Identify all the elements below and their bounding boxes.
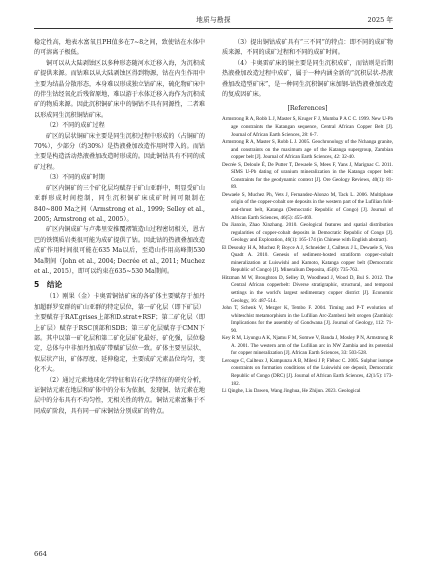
right-column: [222, 38, 393, 396]
running-header: [34, 14, 393, 28]
section-heading-conclusions: 5 结论: [34, 280, 63, 290]
reference-item: John T, Schenk V, Mezger K, Tembo F. 2004. Timing and P-T evolution of whiteschist metamorphism in the Lufilian Arc-Zambezi belt orogen (Zambia): Implications for the assembly of Gondwana [J]. Journal of Geology, 112: 71-90.: [222, 305, 393, 334]
reference-item: Decrée S, Deloule É, De Putter T, Dewaele S, Mees F, Yans J, Marignac C. 2011. SIMS U-Pb dating of uranium mineralization in the Katanga copper belt: Constraints for the geodynamic context [J]. Ore Geology Reviews, 40(1): 81-89.: [222, 161, 393, 191]
conclusion-3: （3）提出铜钴成矿具有“三不同”的特点：即不同的成矿物质来源、不同的成矿过程和不同的成矿时间。: [222, 39, 393, 57]
page-number: 664: [34, 550, 47, 558]
reference-item: Dewaele S, Muchez Ph, Vets J, Fernandez-Alonzo M, Tack L. 2006. Multiphase origin of the copper-cobalt ore deposits in the western part of the Lufilian fold-and-thrust belt, Katanga (Democratic Republic of Congo) [J]. Journal of African Earth Sciences, 46(5): 455-469.: [222, 191, 393, 221]
reference-item: Armstrong R A, Master S, Robb L J. 2005. Geochronology of the Nchanga granite, and constraints on the maximum age of the Katanga supergroup, Zambian copper belt [J]. Journal of African Earth Sciences, 42: 32-40.: [222, 139, 393, 161]
left-column: [34, 38, 205, 417]
subheading-period: （3）不同的成矿时期: [46, 174, 105, 182]
paragraph-process: 矿区的层状铜矿床主要是同生沉积过程中形成的（占铜矿的70%），少部分（约30%）是热液叠加改造作用时带入的。而钴主要是构造活动热液叠加改造时形成的。因此铜钴具有不同的成矿过程。: [34, 132, 205, 171]
reference-item: Li Qinghe, Liu Dawen, Wang Jinghua, He Zhijun. 2023. Geological: [222, 388, 361, 395]
journal-name: 地质与勘探: [196, 16, 231, 24]
conclusion-1: （1）刚果（金）卡奥雷铜钴矿床的各矿体主要赋存于加丹加超群罗安群的矿山亚群的特定层位，第一矿化层（即下矿层）主要赋存于RAT.grises上部和D.strat+RSF；第二矿化层（即上矿层）赋存于RSC顶部和SDB；第三矿化层赋存于CMN下部。其中以第一矿化层和第二矿化层矿化最好，矿化强，层位稳定，总体与中非加丹加成矿带赋矿层位一致。矿体主要呈层状、似层状产出，矿体厚度、延伸稳定，主要成矿元素品位均匀，变化不大。: [34, 293, 205, 374]
reference-item: Du Jianxin, Zhao Xinzhang. 2010. Geological features and spatial distribution regularities of copper-cobalt deposits in Democratic Republic of Congo [J]. Geology and Exploration, 46(1): 165-174 (in Chinese with English abstract).: [222, 222, 393, 244]
paragraph-cobalt-timing: 矿区内铜成矿与卢弗里安推覆褶皱造山过程密切相关，恩古巴的铁镁质岩类很可能为成矿提供了钴。因此钴的热液叠加改造成矿作用时间很可能在635 Ma以后，至造山作用高峰期530 Ma期间（John et al., 2004; Decrée et al., 2011; Muchez et al., 2015），即可以约束在635~530 Ma期间。: [34, 226, 205, 275]
continued-paragraph: 稳定性高，地表水富氧且PH值多在7~8之间，致使钴在水体中的可溶离子极低。: [34, 39, 205, 57]
reference-item: Armstrong R A, Robb L J, Master S, Kruger F J, Mumba P A C C. 1999. New U-Pb age constraints the Katangan sequence, Central African Copper Belt [J]. Journal of African Earth Sciences, 28: 6-7.: [222, 116, 393, 138]
references-heading: [References]: [287, 105, 328, 113]
conclusion-2: （2）通过元素地球化学特征和岩石化学特征的研究分析，证铜钴元素在地层和矿体中的分布为依据，发现铜、钴元素在地层中的分布具有不均匀性，无相关性的特点。铜钴元素富集于不同成矿阶段，具有同一矿床铜钴分别成矿的特点。: [34, 376, 205, 415]
reference-item: El Desouky H A, Muchez P, Boyce A J, Schneider J, Cailteux J L, Dewaele S, Von Quadt A. 2010. Genesis of sediment-hosted stratiform copper-cobalt mineralization at Luiswishi and Kamoto, Katanga copper belt (Democratic Republic of Congo) [J]. Mineralium Deposita, 45(8): 735-763.: [222, 244, 393, 274]
conclusion-4: （4）卡奥雷矿床的铜主要是同生沉积成矿，而钴则是后期热液叠加改造过程中成矿，属于一种内涵全新的“沉积层状-热液叠加改造型矿床”，是一种同生沉积铜矿床加钢-钴热液叠加改造的复成因矿床。: [222, 59, 393, 99]
reference-item: Key R M, Liyungu A K, Njamu F M, Somwe V, Banda J, Mosley P N, Armstrong R A. 2001. The western arm of the Lufilian arc in NW Zambia and its potential for copper mineralization [J]. African Earth Sciences, 33: 503-528.: [222, 335, 393, 357]
reference-list: [222, 116, 393, 395]
header-rule: [34, 28, 393, 29]
subheading-process: （2）不同的成矿过程: [46, 122, 105, 130]
paragraph-period: 矿区内铜矿的三个矿化层均赋存于矿山亚群中，明显受矿山亚群形成时间控制，同生沉积铜矿床成矿时间可限制在840~800 Ma之间（Armstrong et al., 1999; Selley et al., 2005; Armstrong et al., 2005）。: [34, 184, 205, 223]
journal-year: 2025 年: [367, 16, 393, 24]
reference-item: Lerouge C, Cailteux J, Kampunzu A B, Milesi J P, Fléhoc C. 2005. Sulphur isotope constraints on formation conditions of the Luiswishi ore deposit, Democratic Republic of Congo (DRC) [J]. Journal of African Earth Sciences, 42(1/5): 173-182.: [222, 357, 393, 387]
reference-item: Hitzman M W, Broughton D, Selley D, Woodhead J, Wood D, Bul S. 2012. The Central African copperbelt: Diverse stratigraphic, structural, and temporal settings in the world's largest sedimentary copper district [J]. Economic Geology, 16: 487-514.: [222, 274, 393, 304]
paragraph-source: 铜可以从大陆剥蚀区以多种形态随河水迁移入海，为沉积成矿提供来源。而钴难以从大陆剥蚀区得到物源，钴在内生作用中主要为结晶分散形态，本身难以形成独立钴矿床，硫化物矿床中的伴生钴经氧化后残留原地，难以游于水体迁移入海作为沉积成矿的物质来源。因此沉积铜矿床中的铜钴不具有同源性，二者难以形成同生沉积铜钴矿床。: [34, 59, 205, 119]
